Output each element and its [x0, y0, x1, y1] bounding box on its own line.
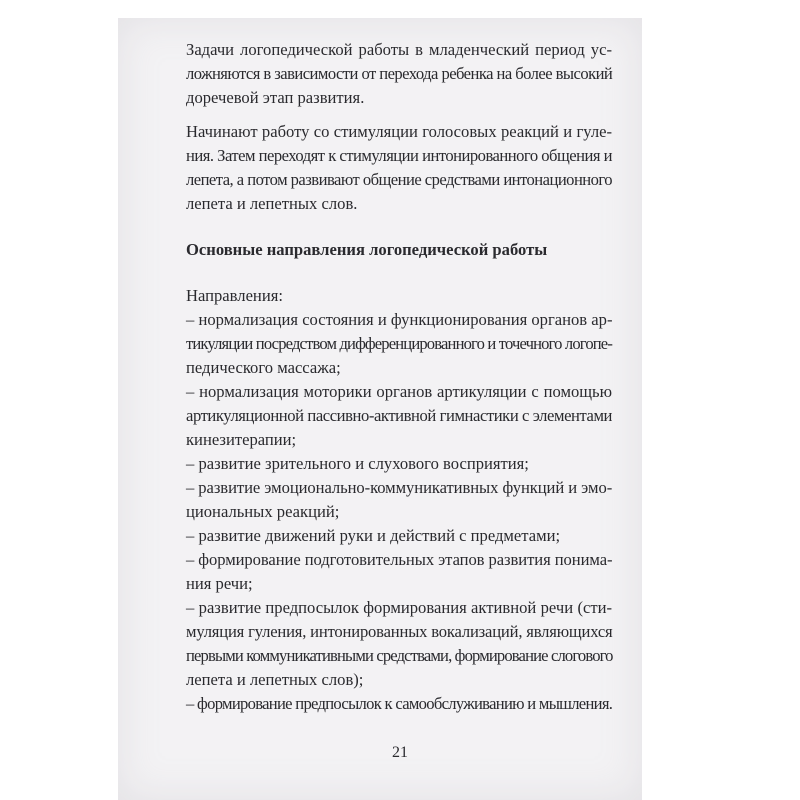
list-item-6 — [186, 548, 612, 596]
list-item-3 — [186, 452, 612, 476]
list-item-line: – нормализация моторики органов артикуляции с помощью — [186, 382, 612, 401]
list-item-line: – развитие движений руки и действий с предметами; — [186, 526, 561, 545]
list-item-line: педического массажа; — [186, 358, 341, 377]
list-item-line: ния речи; — [186, 574, 253, 593]
paragraph-2-line-4: лепета и лепетных слов. — [186, 194, 358, 213]
list-item-1 — [186, 308, 612, 380]
paragraph-2-line-3: лепета, а потом развивают общение средствами интонационного — [186, 170, 613, 189]
paragraph-1-line-3: доречевой этап развития. — [186, 88, 365, 107]
list-item-line: – формирование подготовительных этапов развития понима- — [186, 550, 613, 569]
paragraph-1-line-2: ложняются в зависимости от перехода ребенка на более высокий — [186, 64, 613, 83]
list-item-line: первыми коммуникативными средствами, формирование слогового — [186, 646, 613, 665]
section-heading: Основные направления логопедической работы — [186, 240, 548, 259]
list-item-line: циональных реакций; — [186, 502, 340, 521]
list-item-line: кинезитерапии; — [186, 430, 297, 449]
list-item-line: лепета и лепетных слов); — [186, 670, 364, 689]
spacer — [186, 262, 612, 284]
paragraph-1 — [186, 38, 612, 110]
paragraph-2-line-1: Начинают работу со стимуляции голосовых реакций и гуле- — [186, 122, 612, 141]
list-item-line: – развитие предпосылок формирования активной речи (сти- — [186, 598, 612, 617]
list-item-line: – развитие зрительного и слухового восприятия; — [186, 454, 529, 473]
spacer — [186, 110, 612, 120]
page-number: 21 — [392, 744, 408, 761]
list-item-line: – развитие эмоционально-коммуникативных функций и эмо- — [186, 478, 613, 497]
paragraph-2-line-2: ния. Затем переходят к стимуляции интонированного общения и — [186, 146, 612, 165]
page-body — [186, 38, 612, 716]
list-item-7 — [186, 596, 612, 692]
directions-label: Направления: — [186, 286, 283, 305]
list-item-2 — [186, 380, 612, 452]
spacer — [186, 216, 612, 238]
list-item-line: – нормализация состояния и функционирования органов ар- — [186, 310, 613, 329]
list-item-4 — [186, 476, 612, 524]
list-item-8 — [186, 692, 612, 716]
paragraph-1-line-1: Задачи логопедической работы в младенческий период ус- — [186, 40, 612, 59]
list-item-line: тикуляции посредством дифференцированного и точечного логопе- — [186, 334, 612, 353]
list-item-5 — [186, 524, 612, 548]
paragraph-2 — [186, 120, 612, 216]
list-item-line: артикуляционной пассивно-активной гимнастики с элементами — [186, 406, 612, 425]
list-item-line: – формирование предпосылок к самообслуживанию и мышления. — [186, 694, 613, 713]
list-item-line: муляция гуления, интонированных вокализаций, являющихся — [186, 622, 613, 641]
